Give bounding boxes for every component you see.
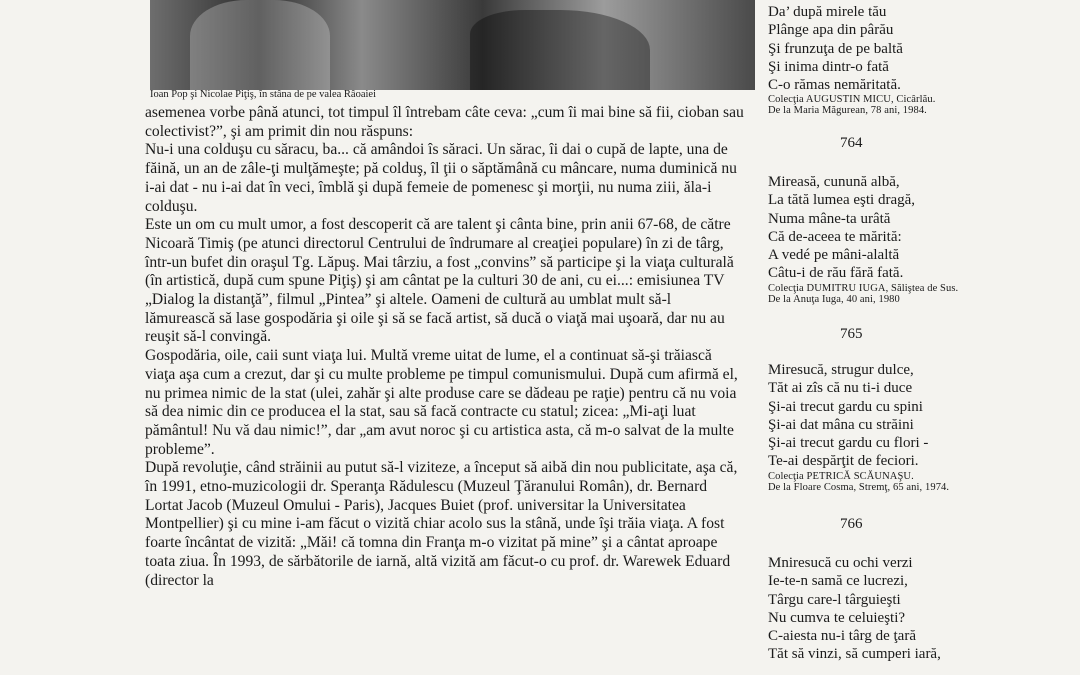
- poem-line: Că de-aceea te mărită:: [768, 228, 902, 245]
- collection-note: De la Anuţa Iuga, 40 ani, 1980: [768, 293, 900, 305]
- poem-line: La tătă lumea eşti dragă,: [768, 192, 916, 209]
- poem-line: Nu cumva te celuieşti?: [768, 609, 906, 626]
- collection-note: De la Maria Măgurean, 78 ani, 1984.: [768, 105, 927, 117]
- poem-number: 766: [840, 516, 863, 532]
- poem-number: 764: [840, 135, 863, 151]
- poem-line: Da’ după mirele tău: [768, 4, 887, 20]
- paragraph: Este un om cu mult umor, a fost descoperit că are talent şi cânta bine, prin anii 67-68, de către Nicoară Timiş (pe atunci directorul Centrului de îndrumare al creaţiei populare) în zi de târg, într-un bufet din oraşul Tg. Lăpuş. Mai târziu, a fost „convins” să participe şi la viaţa culturală (în artistică, după cum spune Piţiş) şi am cântat pe la culturi 30 de ani, cu ei...: emisiunea TV „Dialog la distanţă”, filmul „Pintea” şi altele. Oameni de cultură au umblat mult să-l lămurească să lase gospodăria şi oile şi să se facă artist, să ducă o viaţă mai uşoară, dar nu au reuşit să-l convingă.: [145, 216, 734, 346]
- poem-line: Numa mâne-ta urâtă: [768, 210, 891, 227]
- poem-line: C-o rămas nemăritată.: [768, 77, 901, 94]
- poem-line: Tăt să vinzi, să cumperi iară,: [768, 646, 941, 663]
- poem-line: Ie-te-n samă ce lucrezi,: [768, 573, 908, 590]
- photo-figure-left: [190, 0, 330, 90]
- paragraph: Gospodăria, oile, caii sunt viaţa lui. Multă vreme uitat de lume, el a continuat să-şi trăiască viaţa aşa cum a crezut, dar şi cu multe probleme pe timpul comunismului. După cum afirmă el, nu primea nimic de la stat (ulei, zahăr şi alte produse care se dădeau pe raţie) pentru că nu voia să dea nimic din ce producea el la stat, sau să facă contracte cu statul; zicea: „Mi-aţi luat pământul! Nu vă dau nimic!”, dar „am avut noroc şi cu artistica asta, că m-o salvat de la multe probleme”.: [145, 347, 738, 458]
- poem-line: Şi inima dintr-o fată: [768, 58, 889, 75]
- photo-caption: Ioan Pop şi Nicolae Piţiş, în stâna de pe valea Râoaiei: [150, 89, 376, 100]
- collection-note: Colecţia DUMITRU IUGA, Săliştea de Sus.: [768, 282, 959, 294]
- poem-block: [768, 173, 958, 305]
- collection-note: Colecţia AUGUSTIN MICU, Cicârlău.: [768, 94, 936, 106]
- poem-block: [768, 361, 949, 493]
- poem-line: A vedé pe mâni-alaltă: [768, 247, 900, 264]
- main-text: [145, 104, 745, 590]
- poem-line: Miresucă, strugur dulce,: [768, 362, 914, 378]
- photo-figure-right: [470, 10, 650, 90]
- poem-line: Şi-ai trecut gardu cu spini: [768, 398, 923, 415]
- poem-line: Şi-ai trecut gardu cu flori -: [768, 435, 929, 452]
- poem-line: Mniresucă cu ochi verzi: [768, 555, 913, 571]
- poem-block: [768, 3, 935, 116]
- paragraph: asemenea vorbe până atunci, tot timpul îl întrebam câte ceva: „cum îi mai bine să fii, cioban sau colectivist?”, şi am primit din nou răspuns:: [145, 104, 744, 140]
- paragraph: După revoluţie, când străinii au putut să-l viziteze, a început să aibă din nou publicitate, aşa că, în 1991, etno-muzicologii dr. Speranţa Rădulescu (Muzeul Ţăranului Român), dr. Bernard Lortat Jacob (Muzeul Omului - Paris), Jacques Buiet (prof. universitar la Universitatea Montpellier) şi cu mine i-am făcut o vizită chiar acolo sus la stână, unde îşi trăia viaţa. A fost foarte încântat de vizită: „Măi! că tomna din Franţa m-o vizitat pă mine” şi a cântat aproape toata ziua. În 1993, de sărbătorile de iarnă, altă vizită am făcut-o cu prof. dr. Warewek Eduard (director la: [145, 459, 738, 589]
- collection-note: De la Floare Cosma, Stremţ, 65 ani, 1974.: [768, 481, 950, 493]
- poem-line: C-aiesta nu-i târg de ţară: [768, 628, 916, 645]
- poem-block: [768, 554, 941, 664]
- poem-line: Plânge apa din pârău: [768, 22, 894, 39]
- poem-line: Şi-ai dat mâna cu străini: [768, 416, 914, 433]
- poem-line: Mireasă, cunună albă,: [768, 174, 900, 190]
- paragraph: Nu-i una colduşu cu săracu, ba... că amândoi îs săraci. Un sărac, îi dai o cupă de lapte, una de făină, un an de zâle-ţi mulţămeşte; pă colduş, îl ţii o săptămână cu mâncare, numa duminică nu i-ai dat - nu i-ai dat în veci, îmblă şi după femeie de pomenesc şi morţii, nu numa ziii, ăla-i colduşu.: [145, 141, 737, 215]
- poem-line: Câtu-i de rău fără fată.: [768, 265, 904, 282]
- poem-line: Te-ai despărţit de feciori.: [768, 453, 919, 470]
- collection-note: Colecţia PETRICĂ SCĂUNAŞU.: [768, 470, 914, 482]
- poem-number: 765: [840, 326, 863, 342]
- poem-line: Şi frunzuţa de pe baltă: [768, 40, 903, 57]
- poem-line: Târgu care-l târguieşti: [768, 591, 901, 608]
- photo: [150, 0, 755, 90]
- poem-line: Tăt ai zîs că nu ti-i duce: [768, 380, 913, 397]
